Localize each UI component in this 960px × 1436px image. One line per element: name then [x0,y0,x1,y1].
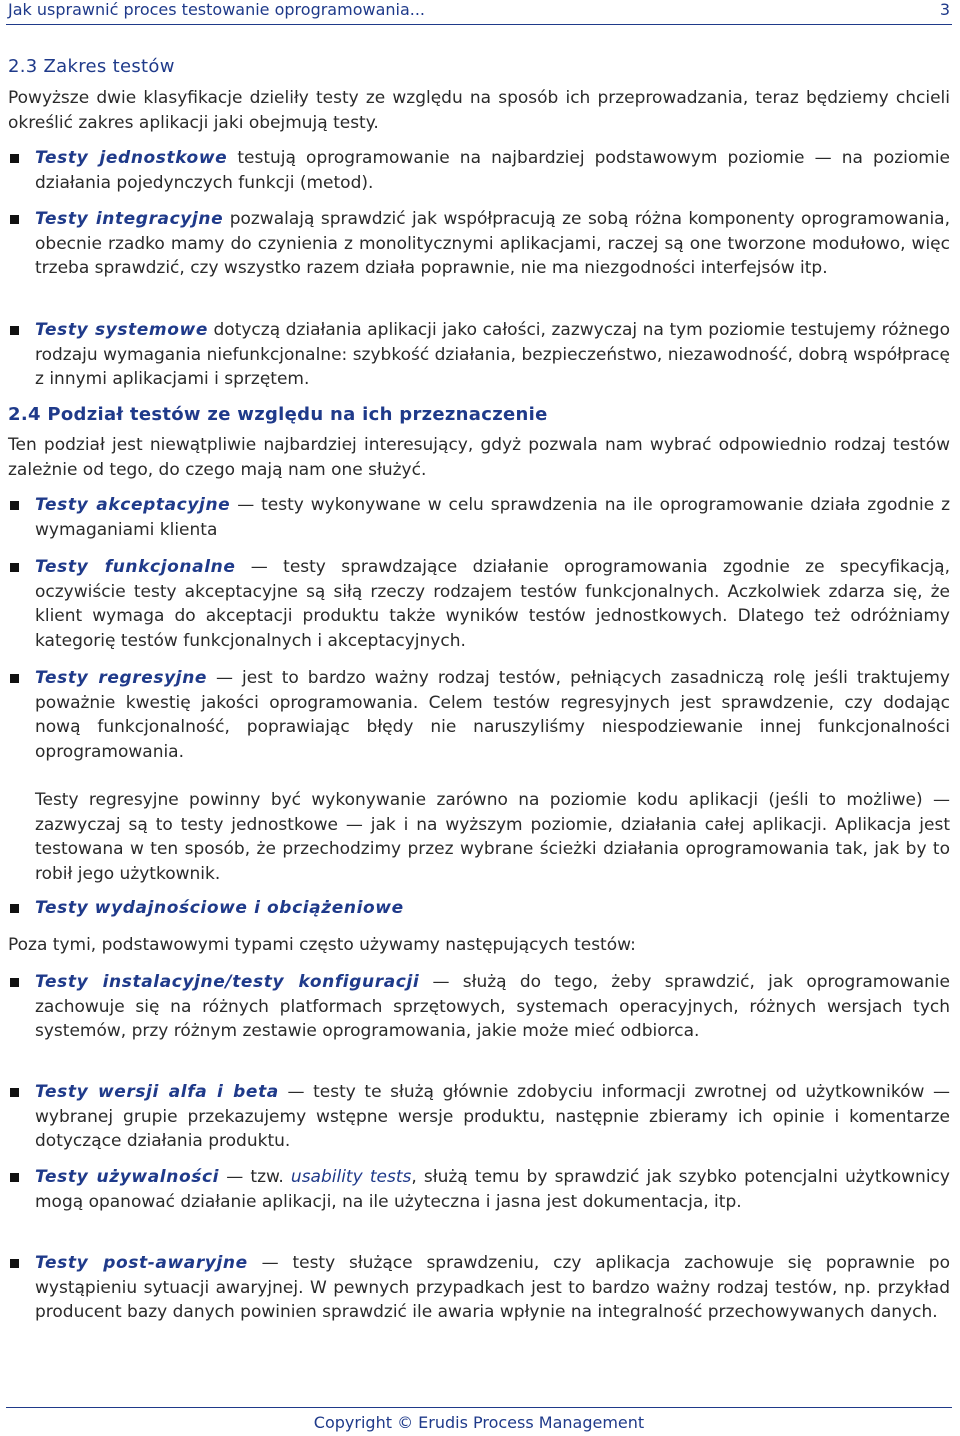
item-text-pre: — tzw. [219,1167,291,1187]
term-label: Testy wersji alfa i beta [35,1082,279,1102]
page-number: 3 [939,0,950,19]
term-label: Testy akceptacyjne [35,495,231,515]
term-label: Testy post-awaryjne [35,1253,248,1273]
item-text: — testy wykonywane w celu sprawdzenia na ile oprogramowanie działa zgodnie z wymaganiami klienta [35,495,951,540]
copyright-text: Copyright © Erudis Process Management [313,1413,645,1432]
list-item [8,666,950,764]
term-label: Testy regresyjne [35,668,208,688]
page-header [6,0,952,25]
bullet-square-icon [10,154,19,163]
term-label: Testy wydajnościowe i obciążeniowe [35,898,404,918]
usability-tests-term: usability tests [290,1167,412,1187]
list-item [8,207,950,281]
item-text: — testy służące sprawdzeniu, czy aplikacja zachowuje się poprawnie po wystąpieniu sytuacji awaryjnej. W pewnych przypadkach jest to bardzo ważny rodzaj testów, np. przykład producent bazy danych powinien sprawdzić ile awaria wpłynie na integralność przechowywanych danych. [35,1253,950,1322]
list-item [8,555,950,653]
document-title: Jak usprawnić proces testowanie oprogramowania... [8,0,426,19]
list-item [8,1080,950,1154]
bullet-square-icon [10,563,19,572]
term-label: Testy używalności [35,1167,220,1187]
item-text: — jest to bardzo ważny rodzaj testów, pełniących zasadniczą rolę jeśli traktujemy poważnie kwestię jakości oprogramowania. Celem testów regresyjnych jest sprawdzenie, czy dodając nową funkcjonalność, poprawiając błędy nie naruszyliśmy niespodziewanie innej funkcjonalności oprogramowania. [35,668,950,762]
item-text: testują oprogramowanie na najbardziej podstawowym poziomie — na poziomie działania pojedynczych funkcji (metod). [35,148,951,193]
bullet-square-icon [10,904,19,913]
item-text: dotyczą działania aplikacji jako całości, zazwyczaj na tym poziomie testujemy różnego rodzaju wymagania niefunkcjonalne: szybkość działania, bezpieczeństwo, niezawodność, dobrą współpracę z innymi aplikacjami i sprzętem. [35,320,950,389]
list-item [8,146,950,195]
bullet-square-icon [10,326,19,335]
term-label: Testy systemowe [35,320,208,340]
list-item [8,1251,950,1325]
section-heading-2-4: 2.4 Podział testów ze względu na ich przeznaczenie [8,404,548,425]
section-2-3-intro: Powyższe dwie klasyfikacje dzieliły testy ze względu na sposób ich przeprowadzania, teraz będziemy chcieli określić zakres aplikacji jaki obejmują testy. [8,88,950,133]
bullet-square-icon [10,978,19,987]
item-text: — testy sprawdzające działanie oprogramowania zgodnie ze specyfikacją, oczywiście testy akceptacyjne są siłą rzeczy rodzajem testów funkcjonalnych. Aczkolwiek zdarza się, że klient wymaga do akceptacji produktu także wyników testów jednostkowych. Dlatego też odróżniamy kategorię testów funkcjonalnych i akceptacyjnych. [35,557,950,651]
item-text: — testy te służą głównie zdobyciu informacji zwrotnej od użytkowników — wybranej grupie przekazujemy wstępne wersje produktu, następnie zbieramy ich opinie i komentarze dotyczące działania produktu. [35,1082,950,1151]
other-tests-intro: Poza tymi, podstawowymi typami często używamy następujących testów: [8,935,636,955]
list-item [8,1165,950,1214]
bullet-square-icon [10,1173,19,1182]
bullet-square-icon [10,215,19,224]
list-item [8,970,950,1044]
regression-note: Testy regresyjne powinny być wykonywanie zarówno na poziomie kodu aplikacji (jeśli to możliwe) — zazwyczaj są to testy jednostkowe — jak i na wyższym poziomie, działania całej aplikacji. Aplikacja jest testowana w ten sposób, że przechodzimy przez wybrane ścieżki działania oprogramowania tak, jak by to robił jego użytkownik. [35,790,950,884]
term-label: Testy integracyjne [35,209,224,229]
bullet-square-icon [10,1259,19,1268]
item-text: pozwalają sprawdzić jak współpracują ze sobą różna komponenty oprogramowania, obecnie rzadko mamy do czynienia z monolitycznymi aplikacjami, raczej są one tworzone modułowo, więc trzeba sprawdzić, czy wszystko razem działa poprawnie, nie ma niezgodności interfejsów itp. [35,209,950,278]
section-heading-2-3: 2.3 Zakres testów [8,56,175,77]
term-label: Testy jednostkowe [35,148,228,168]
bullet-square-icon [10,501,19,510]
page-footer [6,1407,952,1436]
bullet-square-icon [10,674,19,683]
list-item [8,896,950,921]
term-label: Testy instalacyjne/testy konfiguracji [35,972,420,992]
list-item [8,318,950,392]
item-text: , służą temu by sprawdzić jak szybko potencjalni użytkownicy mogą opanować działanie aplikacji, na ile użyteczna i jasna jest dokumentacja, itp. [35,1167,950,1212]
term-label: Testy funkcjonalne [35,557,236,577]
item-text: — służą do tego, żeby sprawdzić, jak oprogramowanie zachowuje się na różnych platformach sprzętowych, systemach operacyjnych, różnych wersjach tych systemów, przy różnym zestawie oprogramowania, jakie może mieć odbiorca. [35,972,950,1041]
section-2-4-intro: Ten podział jest niewątpliwie najbardziej interesujący, gdyż pozwala nam wybrać odpowiednio rodzaj testów zależnie od tego, do czego mają nam one służyć. [8,435,950,480]
list-item [8,493,950,542]
bullet-square-icon [10,1088,19,1097]
